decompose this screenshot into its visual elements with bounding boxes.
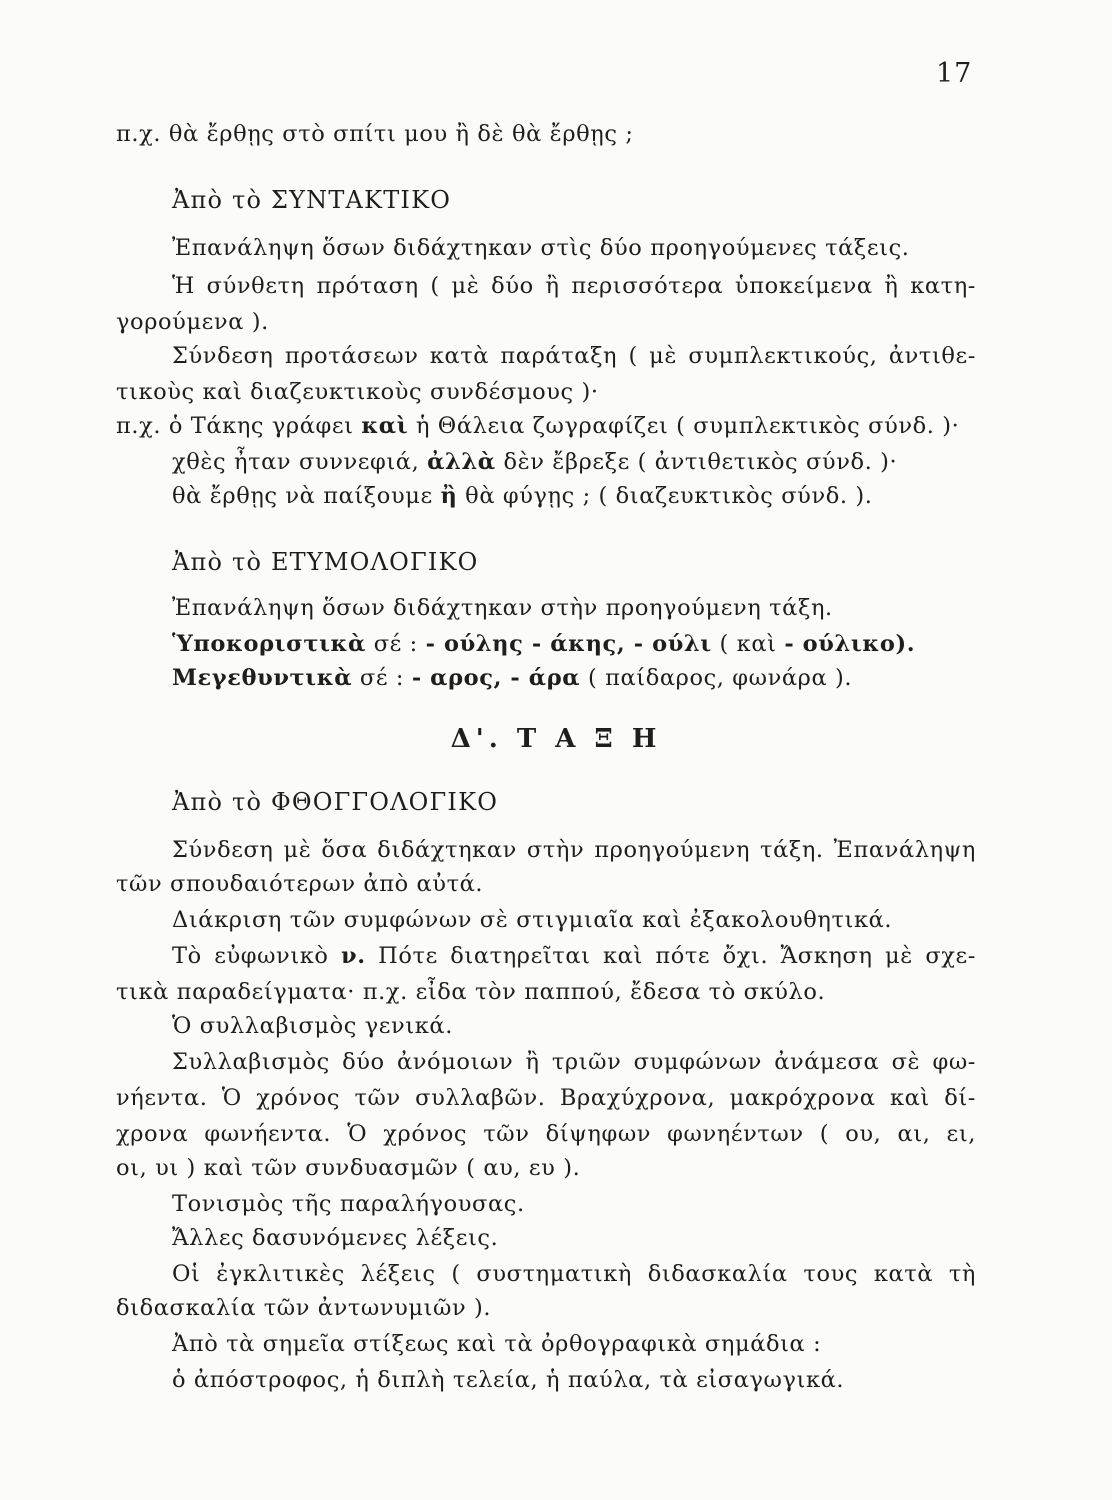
fthoggologiko-line-5: τικὰ παραδείγματα· π.χ. εἶδα τὸν παππού, ἔδεσα τὸ σκύλο. [116,979,826,1005]
fthoggologiko-line-1: Σύνδεση μὲ ὅσα διδάχτηκαν στὴν προηγούμενη τάξη. Ἐπανάληψη [172,837,976,863]
fthoggologiko-line-15: Ἀπὸ τὰ σημεῖα στίξεως καὶ τὰ ὀρθογραφικὰ σημάδια : [172,1331,822,1357]
bold-conjunction: καὶ [361,413,409,439]
page-number: 17 [936,58,973,89]
fthoggologiko-line-7: Συλλαβισμὸς δύο ἀνόμοιων ἢ τριῶν συμφώνων ἀνάμεσα σὲ φω- [172,1049,976,1075]
syntaktiko-line-4: Σύνδεση προτάσεων κατὰ παράταξη ( μὲ συμπλεκτικούς, ἀντιθε- [172,343,976,369]
syntaktiko-line-8 [172,480,1032,512]
bold-letter: ν. [341,943,366,969]
text-run: ἡ Θάλεια ζωγραφίζει ( συμπλεκτικὸς σύνδ. )· [408,413,960,439]
etymologiko-line-2 [172,628,1032,660]
bold-suffixes: - ούλικο [784,631,896,657]
bold-suffixes: - ούλης - άκης, - ούλι [425,631,712,657]
text-run: π.χ. ὁ Τάκης γράφει [116,413,362,439]
text-run: Πότε διατηρεῖται καὶ πότε ὄχι. Ἄσκηση μὲ σχε- [365,943,976,969]
fthoggologiko-line-9: χρονα φωνήεντα. Ὁ χρόνος τῶν δίψηφων φωνηέντων ( ου, αι, ει, [116,1121,976,1147]
text-run: χθὲς ἦταν συννεφιά, [172,449,428,475]
section-title: Δ'. Τ Α Ξ Η [450,724,662,754]
example-line: π.χ. θὰ ἔρθῃς στὸ σπίτι μου ἢ δὲ θὰ ἔρθῃς ; [116,121,634,147]
etymologiko-line-1: Ἐπανάληψη ὅσων διδάχτηκαν στὴν προηγούμενη τάξη. [172,595,833,621]
text-run: Τὸ εὐφωνικὸ [172,943,342,969]
syntaktiko-line-1: Ἐπανάληψη ὅσων διδάχτηκαν στὶς δύο προηγούμενες τάξεις. [172,235,910,261]
etymologiko-line-3 [172,662,1032,694]
bold-suffixes: - αρος, - άρα [411,665,581,691]
fthoggologiko-line-13: Οἱ ἐγκλιτικὲς λέξεις ( συστηματικὴ διδασκαλία τους κατὰ τὴ [172,1261,976,1287]
syntaktiko-line-5: τικοὺς καὶ διαζευκτικοὺς συνδέσμους )· [116,379,599,405]
etymologiko-heading: Ἀπὸ τὸ ΕΤΥΜΟΛΟΓΙΚΟ [172,548,479,576]
fthoggologiko-line-6: Ὁ συλλαβισμὸς γενικά. [172,1013,453,1039]
text-run: ( καὶ [711,631,785,657]
fthoggologiko-line-3: Διάκριση τῶν συμφώνων σὲ στιγμιαῖα καὶ ἐξακολουθητικά. [172,907,893,933]
fthoggologiko-line-4 [172,940,976,972]
syntaktiko-line-6 [116,410,976,442]
bold-term: Ὑποκοριστικὰ [172,631,366,657]
syntaktiko-line-3: γορούμενα ). [116,309,269,335]
bold-conjunction: ἀλλὰ [427,449,496,475]
fthoggologiko-line-11: Τονισμὸς τῆς παραλήγουσας. [172,1191,525,1217]
fthoggologiko-line-2: τῶν σπουδαιότερων ἀπὸ αὐτά. [116,871,484,897]
text-run: ( παίδαρος, φωνάρα ). [580,665,853,691]
bold-term: Μεγεθυντικὰ [172,665,353,691]
text-run: δὲν ἔβρεξε ( ἀντιθετικὸς σύνδ. )· [495,449,898,475]
text-run: θὰ φύγῃς ; ( διαζευκτικὸς σύνδ. ). [457,483,873,509]
fthoggologiko-line-16: ὁ ἀπόστροφος, ἡ διπλὴ τελεία, ἡ παύλα, τὰ εἰσαγωγικά. [172,1367,845,1393]
fthoggologiko-line-12: Ἄλλες δασυνόμενες λέξεις. [172,1225,499,1251]
text-run: σέ : [365,631,426,657]
fthoggologiko-line-10: οι, υι ) καὶ τῶν συνδυασμῶν ( αυ, ευ ). [116,1155,581,1181]
fthoggologiko-line-8: νήεντα. Ὁ χρόνος τῶν συλλαβῶν. Βραχύχρονα, μακρόχρονα καὶ δί- [116,1085,976,1111]
text-run: ). [895,631,916,657]
syntaktiko-line-2: Ἡ σύνθετη πρόταση ( μὲ δύο ἢ περισσότερα ὑποκείμενα ἢ κατη- [172,273,976,299]
syntaktiko-heading: Ἀπὸ τὸ ΣΥΝΤΑΚΤΙΚΟ [172,186,452,214]
fthoggologiko-line-14: διδασκαλία τῶν ἀντωνυμιῶν ). [116,1295,492,1321]
text-run: σέ : [352,665,412,691]
text-run: θὰ ἔρθῃς νὰ παίξουμε [172,483,441,509]
syntaktiko-line-7 [172,446,1032,478]
fthoggologiko-heading: Ἀπὸ τὸ ΦΘΟΓΓΟΛΟΓΙΚΟ [172,788,499,816]
bold-conjunction: ἢ [440,483,458,509]
